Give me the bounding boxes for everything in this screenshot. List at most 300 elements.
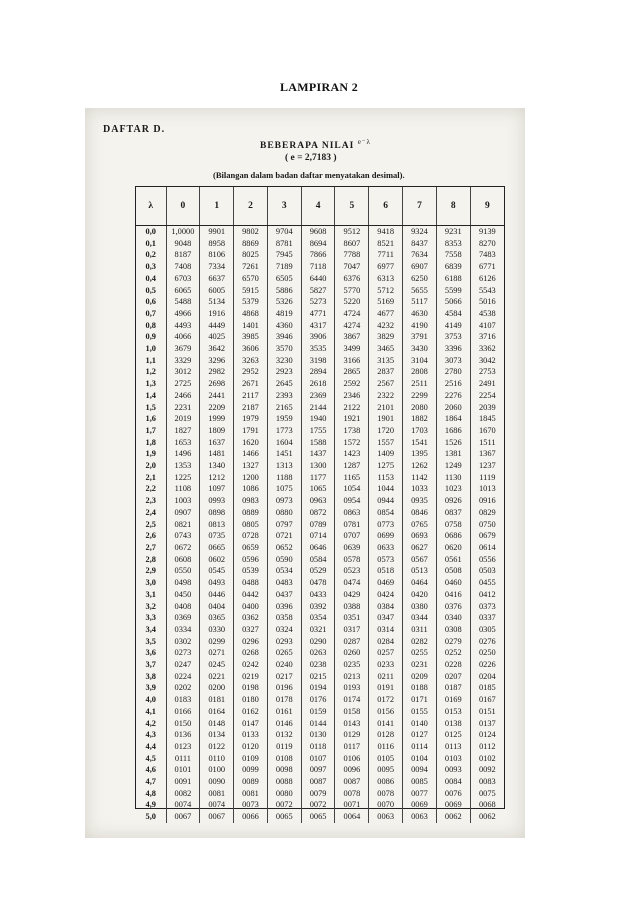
value-cell: 0089 xyxy=(234,776,268,788)
value-cell: 9231 xyxy=(436,226,470,238)
value-cell: 0596 xyxy=(234,554,268,566)
value-cell: 0464 xyxy=(403,577,437,589)
value-cell: 1013 xyxy=(478,484,496,494)
value-cell: 0166 xyxy=(166,706,200,718)
value-cell: 0639 xyxy=(335,542,369,554)
table-row xyxy=(136,542,504,554)
value-cell: 0202 xyxy=(166,682,200,694)
value-cell: 4677 xyxy=(369,308,403,320)
value-cell: 3430 xyxy=(403,343,437,355)
lambda-cell: 3,6 xyxy=(136,647,166,659)
value-cell: 0162 xyxy=(234,706,268,718)
table-row xyxy=(136,706,504,718)
value-cell: 5770 xyxy=(335,285,369,297)
value-cell: 1249 xyxy=(436,460,470,472)
table-row xyxy=(136,530,504,542)
value-cell: 0373 xyxy=(478,601,496,611)
value-cell: 0380 xyxy=(403,601,437,613)
lambda-cell: 4,2 xyxy=(136,718,166,730)
value-cell: 0068 xyxy=(478,800,496,810)
value-cell: 0127 xyxy=(403,729,437,741)
value-cell: 0508 xyxy=(436,565,470,577)
value-cell: 0087 xyxy=(335,776,369,788)
value-cell: 0898 xyxy=(200,507,234,519)
column-header-4: 4 xyxy=(301,187,335,226)
value-cell: 5488 xyxy=(166,296,200,308)
value-cell: 6977 xyxy=(369,261,403,273)
value-cell: 1381 xyxy=(436,448,470,460)
value-cell: 0523 xyxy=(335,565,369,577)
value-cell: 0590 xyxy=(267,554,301,566)
value-cell: 2780 xyxy=(436,366,470,378)
value-cell: 0069 xyxy=(436,799,470,811)
value-cell: 0460 xyxy=(436,577,470,589)
lambda-cell: 3,1 xyxy=(136,589,166,601)
value-cell: 1466 xyxy=(234,448,268,460)
value-cell: 2466 xyxy=(166,390,200,402)
value-cell: 0118 xyxy=(301,741,335,753)
value-cell: 0334 xyxy=(166,624,200,636)
value-cell: 1142 xyxy=(403,472,437,484)
value-cell: 1827 xyxy=(166,425,200,437)
value-cell: 1703 xyxy=(403,425,437,437)
value-cell: 0093 xyxy=(436,764,470,776)
value-cell: 1588 xyxy=(301,437,335,449)
value-cell: 0147 xyxy=(234,718,268,730)
value-cell: 6005 xyxy=(200,285,234,297)
value-cell: 0079 xyxy=(301,788,335,800)
value-cell: 0125 xyxy=(436,729,470,741)
column-header-0: 0 xyxy=(166,187,200,226)
value-cell: 5827 xyxy=(301,285,335,297)
value-cell: 0429 xyxy=(335,589,369,601)
value-cell: 0169 xyxy=(436,694,470,706)
lambda-cell: 0,9 xyxy=(136,331,166,343)
lambda-cell: 4,1 xyxy=(136,706,166,718)
table-row xyxy=(136,764,504,776)
value-cell: 0200 xyxy=(200,682,234,694)
value-cell: 0188 xyxy=(403,682,437,694)
value-cell: 1409 xyxy=(369,448,403,460)
lambda-cell: 3,2 xyxy=(136,601,166,613)
value-cell: 0088 xyxy=(267,776,301,788)
value-cell: 1864 xyxy=(436,413,470,425)
value-cell: 3791 xyxy=(403,331,437,343)
value-cell: 0207 xyxy=(436,671,470,683)
value-cell: 9901 xyxy=(200,226,234,238)
value-cell: 0584 xyxy=(301,554,335,566)
value-cell: 0578 xyxy=(335,554,369,566)
value-cell: 0158 xyxy=(335,706,369,718)
value-cell: 5273 xyxy=(301,296,335,308)
value-cell: 0143 xyxy=(335,718,369,730)
value-cell: 1451 xyxy=(267,448,301,460)
value-cell: 2753 xyxy=(478,367,496,377)
value-cell: 2725 xyxy=(166,378,200,390)
table-row xyxy=(136,261,504,273)
value-cell: 2276 xyxy=(436,390,470,402)
value-cell: 7408 xyxy=(166,261,200,273)
value-cell: 2060 xyxy=(436,402,470,414)
value-cell: 0130 xyxy=(301,729,335,741)
value-cell: 0993 xyxy=(200,495,234,507)
table-row xyxy=(136,448,504,460)
value-cell: 2982 xyxy=(200,366,234,378)
value-cell: 0172 xyxy=(369,694,403,706)
lambda-cell: 2,8 xyxy=(136,554,166,566)
value-cell: 3166 xyxy=(335,355,369,367)
value-cell: 1620 xyxy=(234,437,268,449)
value-cell: 0235 xyxy=(335,659,369,671)
value-cell: 0215 xyxy=(301,671,335,683)
value-cell: 0296 xyxy=(234,636,268,648)
value-cell: 0150 xyxy=(166,718,200,730)
value-cell: 4868 xyxy=(234,308,268,320)
table-row xyxy=(136,612,504,624)
table-row xyxy=(136,554,504,566)
lambda-cell: 1,1 xyxy=(136,355,166,367)
value-cell: 0513 xyxy=(403,565,437,577)
value-cell: 0183 xyxy=(166,694,200,706)
value-cell: 1165 xyxy=(335,472,369,484)
value-cell: 2187 xyxy=(234,402,268,414)
value-cell: 0478 xyxy=(301,577,335,589)
value-cell: 0416 xyxy=(436,589,470,601)
value-cell: 0305 xyxy=(478,624,496,634)
lambda-cell: 3,7 xyxy=(136,659,166,671)
value-cell: 1916 xyxy=(200,308,234,320)
value-cell: 2671 xyxy=(234,378,268,390)
value-cell: 0707 xyxy=(335,530,369,542)
value-cell: 1108 xyxy=(166,483,200,495)
value-cell: 3716 xyxy=(478,332,496,342)
value-cell: 3499 xyxy=(335,343,369,355)
value-cell: 0659 xyxy=(234,542,268,554)
value-cell: 3906 xyxy=(301,331,335,343)
value-cell: 2952 xyxy=(234,366,268,378)
value-cell: 1979 xyxy=(234,413,268,425)
value-cell: 5326 xyxy=(267,296,301,308)
value-cell: 1437 xyxy=(301,448,335,460)
value-cell: 0138 xyxy=(436,718,470,730)
value-cell: 9608 xyxy=(301,226,335,238)
value-cell: 0245 xyxy=(200,659,234,671)
value-cell: 2322 xyxy=(369,390,403,402)
value-cell: 0693 xyxy=(403,530,437,542)
lambda-cell: 2,1 xyxy=(136,472,166,484)
lambda-cell: 1,7 xyxy=(136,425,166,437)
value-cell: 1097 xyxy=(200,483,234,495)
value-cell: 1212 xyxy=(200,472,234,484)
value-cell: 4025 xyxy=(200,331,234,343)
value-cell: 0944 xyxy=(369,495,403,507)
value-cell: 0287 xyxy=(335,636,369,648)
value-cell: 3606 xyxy=(234,343,268,355)
value-cell: 1791 xyxy=(234,425,268,437)
value-cell: 0136 xyxy=(166,729,200,741)
value-cell: 1033 xyxy=(403,483,437,495)
value-cell: 1119 xyxy=(479,472,496,482)
value-cell: 0067 xyxy=(200,811,234,823)
heading-expression: e⁻λ xyxy=(357,138,371,146)
value-cell: 4630 xyxy=(403,308,437,320)
value-cell: 0376 xyxy=(436,601,470,613)
value-cell: 1511 xyxy=(479,437,496,447)
value-cell: 1065 xyxy=(301,483,335,495)
value-cell: 0078 xyxy=(369,788,403,800)
lambda-cell: 0,6 xyxy=(136,296,166,308)
value-cell: 0155 xyxy=(403,706,437,718)
value-cell: 0094 xyxy=(403,764,437,776)
value-cell: 6250 xyxy=(403,273,437,285)
value-cell: 0134 xyxy=(200,729,234,741)
value-cell: 0101 xyxy=(166,764,200,776)
value-cell: 0181 xyxy=(200,694,234,706)
value-cell: 0072 xyxy=(267,799,301,811)
value-cell: 1262 xyxy=(403,460,437,472)
table-row xyxy=(136,718,504,730)
value-cell: 0082 xyxy=(166,788,200,800)
value-cell: 4274 xyxy=(335,320,369,332)
value-cell: 0217 xyxy=(267,671,301,683)
value-cell: 0257 xyxy=(369,647,403,659)
value-cell: 0327 xyxy=(234,624,268,636)
value-cell: 0284 xyxy=(369,636,403,648)
value-cell: 0620 xyxy=(436,542,470,554)
value-cell: 0728 xyxy=(234,530,268,542)
value-cell: 0633 xyxy=(369,542,403,554)
value-cell: 0916 xyxy=(478,496,496,506)
value-cell: 0062 xyxy=(436,811,470,823)
value-cell: 0963 xyxy=(301,495,335,507)
value-cell: 9704 xyxy=(267,226,301,238)
value-cell: 2441 xyxy=(200,390,234,402)
value-cell: 1720 xyxy=(369,425,403,437)
value-cell: 0652 xyxy=(267,542,301,554)
value-cell: 5066 xyxy=(436,296,470,308)
value-cell: 2254 xyxy=(478,390,496,400)
table-row xyxy=(136,636,504,648)
value-cell: 0437 xyxy=(267,589,301,601)
value-cell: 0083 xyxy=(478,777,496,787)
value-cell: 1237 xyxy=(478,461,496,471)
value-cell: 8270 xyxy=(478,238,496,248)
value-cell: 1481 xyxy=(200,448,234,460)
value-cell: 1353 xyxy=(166,460,200,472)
value-cell: 0789 xyxy=(301,519,335,531)
table-row xyxy=(136,601,504,613)
value-cell: 0078 xyxy=(335,788,369,800)
value-cell: 0194 xyxy=(301,682,335,694)
value-cell: 0846 xyxy=(403,507,437,519)
table-row xyxy=(136,799,504,811)
value-cell: 0396 xyxy=(267,601,301,613)
value-cell: 8106 xyxy=(200,249,234,261)
value-cell: 0132 xyxy=(267,729,301,741)
value-cell: 0233 xyxy=(369,659,403,671)
value-cell: 0074 xyxy=(200,799,234,811)
lambda-cell: 4,5 xyxy=(136,753,166,765)
value-cell: 1367 xyxy=(478,449,496,459)
value-cell: 0086 xyxy=(369,776,403,788)
value-cell: 0164 xyxy=(200,706,234,718)
value-cell: 3867 xyxy=(335,331,369,343)
value-cell: 3012 xyxy=(166,366,200,378)
value-cell: 0347 xyxy=(369,612,403,624)
value-cell: 0324 xyxy=(267,624,301,636)
table-row xyxy=(136,565,504,577)
value-cell: 0167 xyxy=(478,695,496,705)
value-cell: 0141 xyxy=(369,718,403,730)
value-cell: 1901 xyxy=(369,413,403,425)
value-cell: 0813 xyxy=(200,519,234,531)
value-cell: 0226 xyxy=(478,660,496,670)
value-cell: 0187 xyxy=(436,682,470,694)
value-cell: 0204 xyxy=(478,671,496,681)
table-row xyxy=(136,483,504,495)
value-cell: 3198 xyxy=(301,355,335,367)
value-cell: 3642 xyxy=(200,343,234,355)
value-cell: 1130 xyxy=(436,472,470,484)
value-cell: 0797 xyxy=(267,519,301,531)
value-cell: 8187 xyxy=(166,249,200,261)
table-row xyxy=(136,624,504,636)
value-cell: 0271 xyxy=(200,647,234,659)
value-cell: 2346 xyxy=(335,390,369,402)
value-cell: 0176 xyxy=(301,694,335,706)
table-row xyxy=(136,694,504,706)
table-row xyxy=(136,577,504,589)
value-cell: 6570 xyxy=(234,273,268,285)
value-cell: 0973 xyxy=(267,495,301,507)
value-cell: 0070 xyxy=(369,799,403,811)
value-cell: 0091 xyxy=(166,776,200,788)
value-cell: 0095 xyxy=(369,764,403,776)
table-row xyxy=(136,519,504,531)
value-cell: 0358 xyxy=(267,612,301,624)
table-note: (Bilangan dalam badan daftar menyatakan desimal). xyxy=(213,170,405,180)
value-cell: 2567 xyxy=(369,378,403,390)
value-cell: 0926 xyxy=(436,495,470,507)
value-cell: 0337 xyxy=(478,613,496,623)
value-cell: 7945 xyxy=(267,249,301,261)
value-cell: 8353 xyxy=(436,238,470,250)
value-cell: 7711 xyxy=(369,249,403,261)
value-cell: 0550 xyxy=(166,565,200,577)
table-row xyxy=(136,753,504,765)
table-row xyxy=(136,343,504,355)
value-cell: 0880 xyxy=(267,507,301,519)
table-row xyxy=(136,472,504,484)
value-cell: 0404 xyxy=(200,601,234,613)
lambda-cell: 2,9 xyxy=(136,565,166,577)
value-cell: 6839 xyxy=(436,261,470,273)
value-cell: 7334 xyxy=(200,261,234,273)
column-header-8: 8 xyxy=(436,187,470,226)
value-cell: 0103 xyxy=(436,753,470,765)
value-cell: 0837 xyxy=(436,507,470,519)
value-cell: 2144 xyxy=(301,402,335,414)
value-cell: 0602 xyxy=(200,554,234,566)
lambda-cell: 4,6 xyxy=(136,764,166,776)
value-cell: 2369 xyxy=(301,390,335,402)
value-cell: 5169 xyxy=(369,296,403,308)
value-cell: 0721 xyxy=(267,530,301,542)
value-cell: 0392 xyxy=(301,601,335,613)
value-cell: 0087 xyxy=(301,776,335,788)
value-cell: 0321 xyxy=(301,624,335,636)
table-row xyxy=(136,437,504,449)
value-cell: 3535 xyxy=(301,343,335,355)
value-cell: 0117 xyxy=(335,741,369,753)
value-cell: 0293 xyxy=(267,636,301,648)
lambda-cell: 4,0 xyxy=(136,694,166,706)
value-cell: 3230 xyxy=(267,355,301,367)
value-cell: 8521 xyxy=(369,238,403,250)
lambda-cell: 1,4 xyxy=(136,390,166,402)
value-cell: 0420 xyxy=(403,589,437,601)
value-cell: 1395 xyxy=(403,448,437,460)
value-cell: 0743 xyxy=(166,530,200,542)
table-row xyxy=(136,776,504,788)
table-row xyxy=(136,378,504,390)
lambda-cell: 0,0 xyxy=(136,226,166,238)
value-cell: 0627 xyxy=(403,542,437,554)
lambda-cell: 0,1 xyxy=(136,238,166,250)
value-cell: 0185 xyxy=(478,683,496,693)
value-cell: 0174 xyxy=(335,694,369,706)
value-cell: 0255 xyxy=(403,647,437,659)
value-cell: 0545 xyxy=(200,565,234,577)
value-cell: 2592 xyxy=(335,378,369,390)
value-cell: 0100 xyxy=(200,764,234,776)
table-row xyxy=(136,811,504,823)
value-cell: 0080 xyxy=(267,788,301,800)
value-cell: 0133 xyxy=(234,729,268,741)
value-cell: 1637 xyxy=(200,437,234,449)
value-cell: 9418 xyxy=(369,226,403,238)
value-cell: 0408 xyxy=(166,601,200,613)
lambda-cell: 5,0 xyxy=(136,811,166,823)
value-cell: 9324 xyxy=(403,226,437,238)
value-cell: 0224 xyxy=(166,671,200,683)
value-cell: 0156 xyxy=(369,706,403,718)
value-cell: 9048 xyxy=(166,238,200,250)
lambda-cell: 2,4 xyxy=(136,507,166,519)
value-cell: 7788 xyxy=(335,249,369,261)
page-title: LAMPIRAN 2 xyxy=(280,80,358,94)
value-cell: 0107 xyxy=(301,753,335,765)
lambda-cell: 2,6 xyxy=(136,530,166,542)
value-cell: 0148 xyxy=(200,718,234,730)
value-cell: 0129 xyxy=(335,729,369,741)
value-cell: 0276 xyxy=(478,636,496,646)
lambda-cell: 1,9 xyxy=(136,448,166,460)
value-cell: 0242 xyxy=(234,659,268,671)
value-cell: 0424 xyxy=(369,589,403,601)
table-row xyxy=(136,413,504,425)
value-cell: 0442 xyxy=(234,589,268,601)
value-cell: 0829 xyxy=(478,507,496,517)
value-cell: 0063 xyxy=(403,811,437,823)
value-cell: 4493 xyxy=(166,320,200,332)
value-cell: 0412 xyxy=(478,589,496,599)
value-cell: 0104 xyxy=(403,753,437,765)
value-cell: 0488 xyxy=(234,577,268,589)
value-cell: 0872 xyxy=(301,507,335,519)
lambda-cell: 0,4 xyxy=(136,273,166,285)
value-cell: 6188 xyxy=(436,273,470,285)
